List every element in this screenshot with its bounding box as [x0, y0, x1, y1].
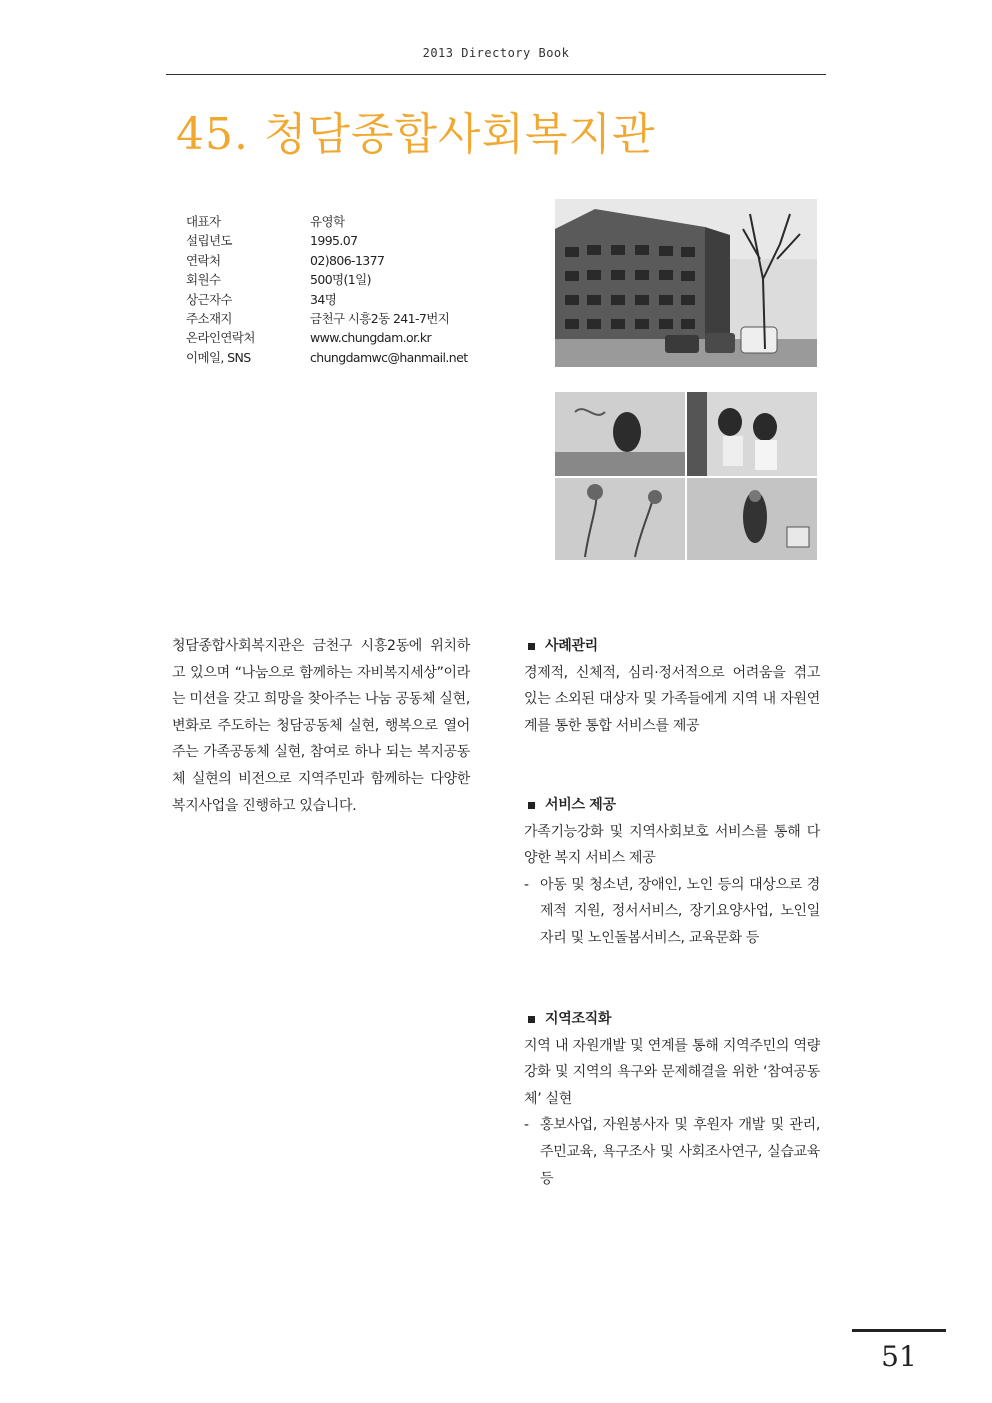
page-heading: 45. 청담종합사회복지관: [176, 109, 656, 160]
info-label: 온라인연락처: [186, 330, 255, 346]
info-value: 금천구 시흥2동 241-7번지: [310, 310, 450, 326]
info-value: 1995.07: [310, 233, 358, 249]
info-row-representative: [186, 212, 468, 231]
section-body: 가족기능강화 및 지역사회보호 서비스를 통해 다양한 복지 서비스 제공: [524, 823, 820, 867]
info-value: 500명(1일): [310, 272, 371, 288]
info-value: chungdamwc@hanmail.net: [310, 349, 468, 365]
building-photo: [555, 199, 817, 367]
header-rule: [166, 74, 826, 75]
section-body: 경제적, 신체적, 심리·정서적으로 어려움을 겪고 있는 소외된 대상자 및 가족들에게 지역 내 자원연계를 통한 통합 서비스를 제공: [524, 664, 820, 734]
info-label: 이메일, SNS: [186, 349, 251, 365]
info-value: 02)806-1377: [310, 252, 385, 268]
mural-photo-image: [555, 392, 817, 560]
intro-paragraph: 청담종합사회복지관은 금천구 시흥2동에 위치하고 있으며 “나눔으로 함께하는 자비복지세상”이라는 미션을 갖고 희망을 찾아주는 나눔 공동체 실현, 변화로 주도하는 청담공동체 실현, 행복으로 열어주는 가족공동체 실현, 참여로 하나 되는 복지공동체 실현의 비전으로 지역주민과 함께하는 다양한 복지사업을 진행하고 있습니다.: [172, 638, 470, 814]
list-item: [524, 872, 820, 952]
info-label: 연락처: [186, 252, 221, 268]
section-case-management: [524, 633, 820, 739]
info-label: 회원수: [186, 272, 221, 288]
list-dash: -: [524, 876, 529, 893]
square-bullet-icon: [528, 802, 535, 809]
info-row-staff: [186, 290, 468, 309]
info-label: 대표자: [186, 214, 221, 229]
mural-photo: [555, 392, 817, 560]
info-label: 상근자수: [186, 291, 232, 307]
info-row-contact: [186, 251, 468, 270]
square-bullet-icon: [528, 1016, 535, 1023]
info-table: [186, 212, 468, 367]
page-number-rule: [852, 1329, 946, 1332]
section-title: 사례관리: [545, 638, 598, 654]
info-label: 설립년도: [186, 233, 232, 249]
info-row-website: [186, 328, 468, 347]
section-service-provision: [524, 792, 820, 952]
info-value: www.chungdam.or.kr: [310, 330, 432, 346]
section-heading: [524, 1006, 820, 1033]
info-value: 34명: [310, 291, 337, 307]
info-row-email: [186, 348, 468, 367]
section-heading: [524, 792, 820, 819]
building-photo-image: [555, 199, 817, 367]
section-community-organizing: [524, 1006, 820, 1192]
section-title: 서비스 제공: [545, 797, 616, 813]
info-row-address: [186, 309, 468, 328]
info-row-members: [186, 270, 468, 289]
list-item-text: 아동 및 청소년, 장애인, 노인 등의 대상으로 경제적 지원, 정서서비스, 장기요양사업, 노인일자리 및 노인돌봄서비스, 교육문화 등: [540, 876, 820, 946]
section-heading: [524, 633, 820, 660]
section-title: 지역조직화: [545, 1011, 612, 1027]
square-bullet-icon: [528, 643, 535, 650]
list-item: [524, 1112, 820, 1192]
list-dash: -: [524, 1117, 529, 1134]
page-number: 51: [881, 1340, 917, 1373]
info-label: 주소재지: [186, 310, 232, 326]
info-row-founded: [186, 231, 468, 250]
info-value: 유영학: [310, 214, 345, 229]
list-item-text: 홍보사업, 자원봉사자 및 후원자 개발 및 관리, 주민교육, 욕구조사 및 사회조사연구, 실습교육 등: [540, 1117, 820, 1187]
section-body: 지역 내 자원개발 및 연계를 통해 지역주민의 역량 강화 및 지역의 욕구와 문제해결을 위한 ‘참여공동체’ 실현: [524, 1037, 820, 1107]
header-title: 2013 Directory Book: [422, 46, 570, 60]
